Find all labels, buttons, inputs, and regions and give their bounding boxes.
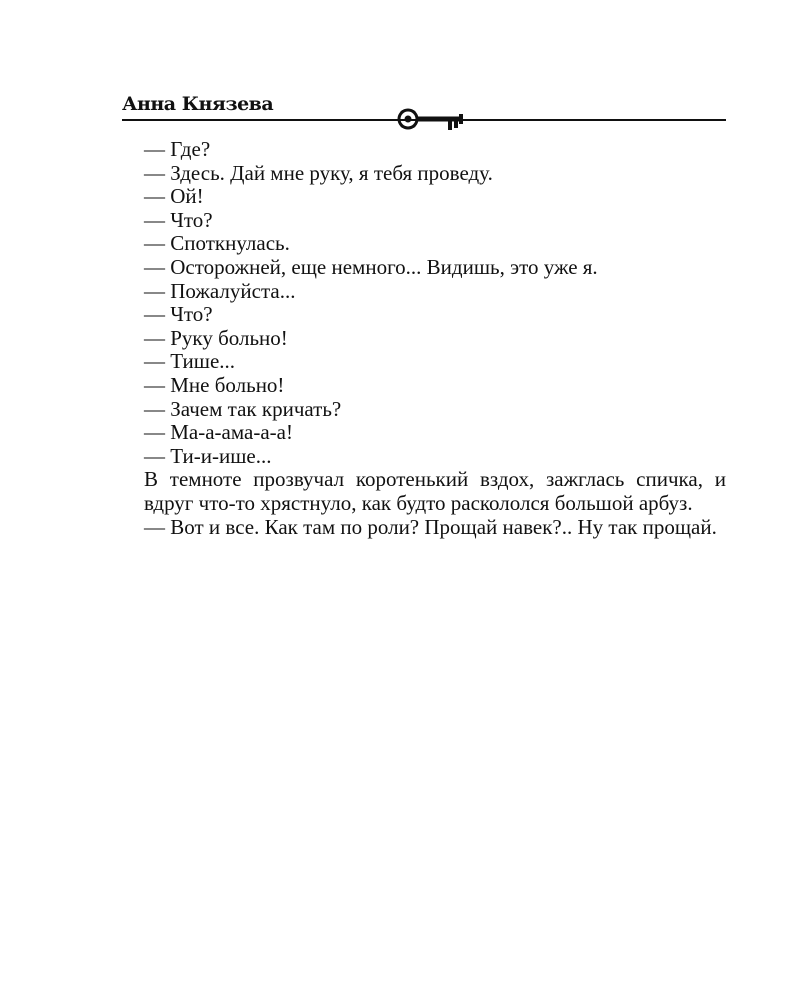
dialogue-line: — Что?	[144, 207, 213, 232]
dialogue-line: — Тише...	[144, 349, 236, 374]
page-text	[144, 138, 726, 539]
running-header	[122, 92, 726, 132]
key-icon	[396, 106, 468, 132]
dialogue-line: — Осторожней, еще немного... Видишь, это уже я.	[144, 254, 598, 279]
dialogue-line: — Ти-и-ише...	[144, 443, 272, 468]
dialogue-line: — Здесь. Дай мне руку, я тебя проведу.	[144, 160, 493, 185]
dialogue-line: — Руку больно!	[144, 325, 288, 350]
dialogue-line: — Зачем так кричать?	[144, 396, 342, 421]
dialogue-line: — Где?	[144, 137, 211, 161]
dialogue-paragraph: — Вот и все. Как там по роли? Прощай навек?.. Ну так прощай.	[144, 514, 717, 539]
dialogue-line: — Что?	[144, 302, 213, 327]
dialogue-line: — Мне больно!	[144, 372, 285, 397]
dialogue-line: — Ой!	[144, 184, 204, 209]
author-name: Анна Князева	[122, 93, 274, 115]
dialogue-line: — Пожалуйста...	[144, 278, 296, 303]
narrative-paragraph: В темноте прозвучал коротенький вздох, зажглась спичка, и вдруг что-то хрястнуло, как будто раскололся большой арбуз.	[144, 467, 726, 515]
dialogue-line: — Ма-а-ама-а-а!	[144, 420, 293, 445]
dialogue-line: — Споткнулась.	[144, 231, 290, 256]
